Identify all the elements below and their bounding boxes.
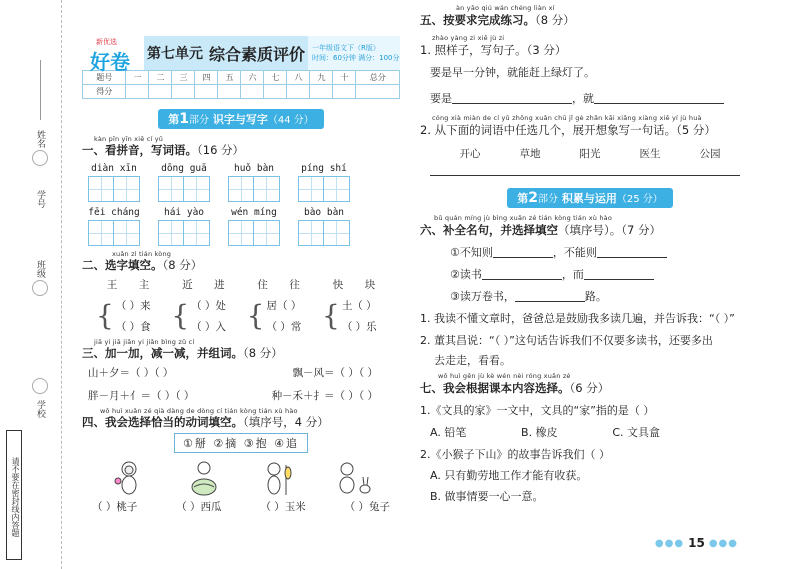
page-title [144,36,308,70]
brace-icon: { [96,299,114,332]
q3-row-2 [88,388,378,403]
q4-hint: （填序号，4 分） [243,415,329,429]
fill-blank[interactable]: （ ）桃子 [92,501,138,513]
dots-decoration: ●●● [708,537,738,549]
q7-pinyin: wǒ huì gēn jù kè wén nèi róng xuǎn zé [438,372,571,380]
class-label: 班级 [35,260,45,278]
word-item: 草地 [519,148,541,160]
choice-group [171,277,235,334]
brace-icon: { [321,299,340,332]
quote-line [450,266,760,282]
equation[interactable]: 飘－风＝（ ）（ ） [292,367,378,379]
pinyin-item [158,206,210,246]
verb-options: ①掰 ②摘 ③抱 ④追 [174,433,308,453]
monkey-melon-icon [184,459,224,497]
q4-pictures [92,459,390,497]
pinyin-item [228,162,280,202]
seal-sidebar [0,0,62,569]
choice-char: 王 [106,279,118,291]
writing-cell[interactable] [114,176,140,202]
score-cell[interactable] [333,85,356,99]
quote-part: ②读书 [450,268,482,281]
quote-part: ，而 [561,268,584,281]
answer-blank[interactable] [452,92,572,104]
score-cell[interactable] [356,85,400,99]
option-a[interactable]: A. 只有勤劳地工作才能有收获。 [430,469,588,482]
question-6 [420,214,760,368]
answer-blank[interactable] [482,268,562,280]
score-header-cell: 二 [149,71,172,85]
q5-score: （8 分） [535,13,575,27]
brace-icon: { [171,299,190,332]
q1-row-2 [88,206,400,246]
score-header-cell: 六 [241,71,264,85]
part-title: 识字与写字 [212,113,268,126]
q3-score: （8 分） [243,346,283,360]
q6-hint: （填序号）。（7 分） [558,223,661,237]
frame-middle: ，就 [572,92,594,105]
pinyin-item [158,162,210,202]
score-table-score-row [83,85,400,99]
seal-hole [32,280,48,296]
pinyin-text: dōng guā [161,163,207,174]
equation[interactable]: 山＋夕＝（ ）（ ） [88,367,174,379]
page-number-text: 15 [688,536,705,550]
writing-cell[interactable] [88,176,114,202]
pinyin-text: bào bàn [303,207,345,218]
part-title: 积累与运用 [561,192,617,205]
fill-blank[interactable]: （ ）入 [191,321,226,333]
q3-pinyin: jiā yi jiā jiǎn yi jiǎn bìng zǔ cí [94,338,195,346]
writing-cell[interactable] [184,176,210,202]
answer-blank[interactable] [584,268,654,280]
part1-badge: 第1部分 识字与写字（44 分） [82,109,400,129]
logo-text: 好卷 [90,50,130,74]
fill-blank[interactable]: 居（ ） [266,300,302,312]
q2-pinyin: xuǎn zì tián kòng [112,250,172,258]
q6-sentence-2-cont: 去走走，看看。 [434,354,511,367]
score-header-cell: 总分 [356,71,400,85]
answer-line[interactable] [430,175,740,176]
q5-1-score: （3 分） [526,43,567,57]
option-a[interactable]: A. 铅笔 [430,426,467,439]
pinyin-text: píng shí [301,163,347,174]
brace-icon: { [246,299,265,332]
monkey-corn-icon [258,459,298,497]
writing-cell[interactable] [298,220,324,246]
pinyin-text: diàn xīn [91,163,137,174]
score-cell[interactable] [241,85,264,99]
q6-sentence-1: 1. 我读不懂文章时，爸爸总是鼓励我多读几遍，并告诉我：“（ ）” [420,312,735,325]
part-score: （44 分） [267,115,314,126]
q2-groups [82,277,400,334]
student-id-label: 学号 [35,190,45,208]
q6-pinyin: bǔ quán míng jù bìng xuǎn zé tián kòng tián xù hào [434,214,613,222]
fill-blank[interactable]: （ ）乐 [341,321,377,333]
q7-sentence-2: 2.《小猴子下山》的故事告诉我们（ ） [420,448,610,461]
choice-group [96,277,160,334]
question-4 [82,407,400,514]
fill-blank[interactable]: （ ）兔子 [344,501,390,513]
quote-part: 路。 [584,290,607,303]
score-cell[interactable] [287,85,310,99]
fill-blank[interactable]: （ ）处 [191,300,226,312]
writing-cell[interactable] [254,220,280,246]
score-header-cell: 四 [195,71,218,85]
equation[interactable]: 种－禾＋扌＝（ ）（ ） [271,390,378,402]
score-header-cell: 一 [126,71,149,85]
writing-cell[interactable] [324,220,350,246]
part-number: 1 [179,111,189,127]
equation[interactable]: 胖－月＋亻＝（ ）（ ） [88,390,195,402]
q1-score: （16 分） [197,143,245,157]
edition-label: 一年级语文下（R版） [312,44,380,52]
part-label: 部分 [538,194,558,205]
seal-line [40,60,41,120]
score-header-cell: 九 [310,71,333,85]
school-label: 学校 [35,400,45,418]
score-header-cell: 题号 [83,71,126,85]
exam-meta [308,36,400,70]
pinyin-item [88,162,140,202]
page-number [655,536,738,550]
writing-cell[interactable] [324,176,350,202]
q5-2-pinyin: cóng xià miàn de cí yǔ zhōng xuǎn chū jǐ gè zhǎn kāi xiǎng xiàng xiě yí jù huà [432,114,702,122]
seal-hole [32,378,48,394]
time-score-label: 时间：60分钟 满分：100分 [312,54,400,62]
q5-2-text: 2. 从下面的词语中任选几个，展开想象写一句话。 [420,123,677,137]
q5-1-pinyin: zhào yàng zi xiě jù zi [432,34,505,42]
writing-cell[interactable] [158,176,184,202]
pinyin-item [228,206,280,246]
writing-cell[interactable] [228,176,254,202]
part2-badge: 第2部分 积累与运用（25 分） [420,188,760,208]
unit-label: 第七单元 [146,46,203,62]
writing-cell[interactable] [88,220,114,246]
example-sentence [430,64,760,80]
quote-part: ③读万卷书， [450,290,515,303]
fill-blank[interactable]: （ ）西瓜 [176,501,222,513]
q3-row-1 [88,365,378,380]
q1-pinyin: kàn pīn yīn xiě cí yǔ [94,135,164,143]
score-cell[interactable] [195,85,218,99]
score-table-header-row [83,71,400,85]
answer-blank[interactable] [597,246,667,258]
quote-line [450,288,760,304]
sentence-frame [430,90,760,106]
seal-notice: 请不要在密封线内答题 [6,430,22,560]
fill-blank[interactable]: （ ）常 [266,321,302,333]
fill-blank[interactable]: （ ）食 [115,321,151,333]
choice-char: 块 [364,279,376,291]
score-header-cell: 八 [287,71,310,85]
score-cell[interactable] [149,85,172,99]
q5-1-text: 1. 照样子，写句子。 [420,43,527,57]
fill-blank[interactable]: 土（ ） [341,300,377,312]
pinyin-item [298,206,350,246]
answer-blank[interactable] [594,92,724,104]
q7-sentence-1: 1.《文具的家》一文中，文具的“家”指的是（ ） [420,404,655,417]
q7-score: （6 分） [569,381,610,395]
q3-text: 三、加一加，减一减，并组词。 [82,346,243,360]
pinyin-item [298,162,350,202]
q6-sentence-2: 2. 董其昌说：“（ ）”这句话告诉我们不仅要多读书，还要多出 [420,334,713,347]
writing-cell[interactable] [184,220,210,246]
score-header-cell: 十 [333,71,356,85]
word-item: 医生 [639,148,661,160]
quote-part: ①不知则 [450,246,493,259]
monkey-rabbit-icon [333,459,373,497]
question-1 [82,135,400,246]
q4-text: 四、我会选择恰当的动词填空。 [82,415,243,429]
score-header-cell: 三 [172,71,195,85]
example-text: 要是早一分钟，就能赶上绿灯了。 [430,66,595,79]
writing-cell[interactable] [158,220,184,246]
pinyin-text: hái yào [163,207,205,218]
score-cell[interactable] [126,85,149,99]
name-label: 姓名 [35,130,45,148]
question-7 [420,372,760,504]
score-cell[interactable] [310,85,333,99]
score-header-cell: 五 [218,71,241,85]
q6-text: 六、补全名句，并选择填空 [420,223,558,237]
fill-blank[interactable]: （ ）玉米 [260,501,306,513]
monkey-peach-icon [109,459,149,497]
score-cell[interactable] [172,85,195,99]
choice-group [247,277,311,334]
quote-line [450,244,760,260]
part-number: 2 [528,190,538,206]
fill-blank[interactable]: （ ）来 [115,300,151,312]
choice-char: 快 [332,279,344,291]
right-column [420,4,760,504]
q2-text: 二、选字填空。 [82,258,163,272]
dots-decoration: ●●● [654,537,685,549]
word-item: 开心 [459,148,481,160]
score-header-cell: 七 [264,71,287,85]
pinyin-text: huǒ bàn [233,163,275,174]
score-row-label: 得分 [83,85,126,99]
choice-char: 住 [257,279,268,291]
option-b[interactable]: B. 做事情要一心一意。 [430,490,544,503]
frame-prefix: 要是 [430,92,452,105]
answer-blank[interactable] [515,290,585,302]
pinyin-item [88,206,140,246]
option-c[interactable]: C. 文具盒 [612,426,660,439]
quote-part: ，不能则 [552,246,597,259]
title-text: 综合素质评价 [208,44,305,64]
writing-cell[interactable] [228,220,254,246]
choice-char: 往 [289,279,300,291]
part-label: 部分 [189,115,209,126]
part-score: （25 分） [616,194,663,205]
choice-char: 主 [138,279,150,291]
left-column [82,36,400,514]
choice-char: 近 [182,279,193,291]
choice-char: 进 [214,279,225,291]
answer-blank[interactable] [493,246,553,258]
q4-pinyin: wǒ huì xuǎn zé qià dàng de dòng cí tián kòng tián xù hào [100,407,298,415]
writing-cell[interactable] [298,176,324,202]
q5-2-score: （5 分） [676,123,716,137]
question-2 [82,250,400,334]
score-cell[interactable] [218,85,241,99]
q4-fills [82,499,400,514]
q2-score: （8 分） [162,258,203,272]
score-cell[interactable] [264,85,287,99]
q7-options-1 [430,424,660,440]
q7-text: 七、我会根据课本内容选择。 [420,381,570,395]
word-bank [440,146,740,161]
choice-group [322,277,386,334]
word-item: 公园 [699,148,721,160]
question-3 [82,338,400,403]
option-b[interactable]: B. 橡皮 [521,426,558,439]
writing-cell[interactable] [114,220,140,246]
q1-text: 一、看拼音，写词语。 [82,143,197,157]
q1-row-1 [88,162,400,202]
exam-header [82,36,400,74]
pinyin-text: wén míng [231,207,277,218]
logo [82,36,144,74]
logo-tagline: 新优选 [96,38,117,46]
q5-pinyin: àn yāo qiú wán chéng liàn xí [456,4,555,12]
pinyin-text: fēi cháng [88,207,140,218]
q5-text: 五、按要求完成练习。 [420,13,535,27]
word-item: 阳光 [579,148,601,160]
writing-cell[interactable] [254,176,280,202]
question-5 [420,4,760,176]
seal-hole [32,150,48,166]
